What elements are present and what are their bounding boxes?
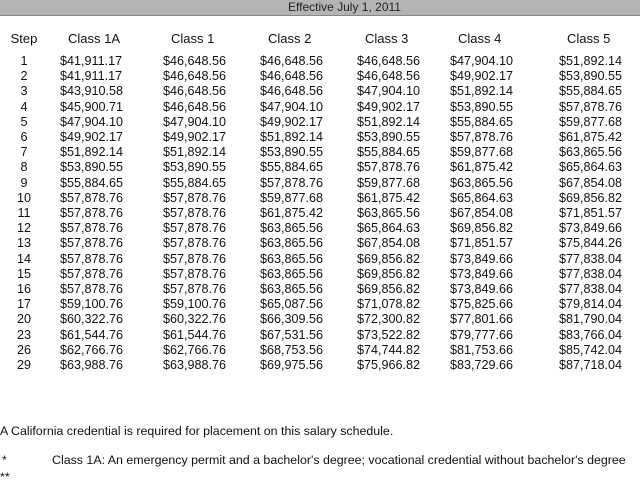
salary-cell: $87,718.04 [559, 358, 623, 373]
salary-cell: $59,100.76 [60, 297, 124, 312]
salary-cell: $46,648.56 [357, 54, 421, 68]
salary-cell: $63,865.56 [357, 206, 421, 221]
salary-cell: $61,875.42 [357, 190, 421, 205]
salary-cell: $73,849.66 [450, 266, 514, 281]
salary-cell: $71,851.57 [559, 206, 623, 221]
salary-schedule-table [0, 22, 640, 373]
salary-cell: $46,648.56 [163, 99, 227, 114]
salary-cell: $65,864.63 [559, 160, 623, 175]
salary-cell: $46,648.56 [357, 69, 421, 84]
salary-cell: $60,322.76 [60, 312, 124, 327]
salary-cell: $49,902.17 [60, 130, 124, 145]
table-row [0, 236, 640, 251]
step-cell: 10 [16, 190, 31, 205]
salary-cell: $81,790.04 [559, 312, 623, 327]
salary-cell: $83,729.66 [450, 358, 514, 373]
table-row [0, 160, 640, 175]
table-row [0, 100, 640, 115]
salary-cell: $51,892.14 [163, 145, 227, 160]
salary-cell: $73,522.82 [357, 327, 421, 342]
salary-cell: $67,854.08 [450, 206, 514, 221]
salary-cell: $59,877.68 [559, 114, 623, 129]
salary-cell: $69,975.56 [260, 358, 324, 373]
salary-cell: $53,890.55 [163, 160, 227, 175]
salary-cell: $59,877.68 [450, 145, 514, 160]
salary-cell: $63,865.56 [450, 175, 514, 190]
salary-cell: $47,904.10 [163, 114, 227, 129]
salary-cell: $57,878.76 [559, 99, 623, 114]
table-row [0, 176, 640, 191]
salary-cell: $46,648.56 [260, 69, 324, 84]
salary-cell: $65,864.63 [450, 190, 514, 205]
step-cell: 11 [17, 206, 31, 221]
table-row [0, 358, 640, 373]
salary-cell: $61,544.76 [163, 327, 227, 342]
column-header: Class 1A [68, 30, 121, 46]
salary-cell: $57,878.76 [60, 190, 124, 205]
table-row [0, 145, 640, 160]
salary-cell: $55,884.65 [450, 114, 514, 129]
salary-cell: $75,966.82 [357, 358, 421, 373]
salary-cell: $43,910.58 [60, 84, 124, 99]
step-cell: 29 [16, 358, 31, 373]
salary-cell: $49,902.17 [163, 130, 227, 145]
salary-cell: $47,904.10 [450, 54, 514, 68]
salary-cell: $41,911.17 [60, 69, 123, 84]
salary-cell: $77,801.66 [450, 312, 514, 327]
salary-cell: $51,892.14 [60, 145, 124, 160]
salary-cell: $75,825.66 [450, 297, 514, 312]
salary-cell: $62,766.76 [163, 342, 227, 357]
salary-cell: $46,648.56 [260, 54, 324, 68]
credential-note: A California credential is required for placement on this salary schedule. [0, 424, 394, 438]
salary-cell: $67,531.56 [260, 327, 324, 342]
step-cell: 9 [20, 175, 28, 190]
salary-cell: $74,744.82 [357, 342, 421, 357]
salary-cell: $69,856.82 [357, 282, 421, 297]
step-cell: 1 [20, 54, 28, 68]
salary-cell: $55,884.65 [163, 175, 227, 190]
step-cell: 7 [20, 145, 28, 160]
salary-cell: $53,890.55 [450, 99, 514, 114]
salary-cell: $46,648.56 [260, 84, 324, 99]
step-cell: 6 [20, 130, 28, 145]
step-cell: 14 [16, 251, 31, 266]
salary-cell: $55,884.65 [60, 175, 124, 190]
step-cell: 8 [20, 160, 28, 175]
step-cell: 26 [16, 342, 31, 357]
salary-cell: $79,777.66 [450, 327, 514, 342]
salary-cell: $53,890.55 [357, 130, 421, 145]
salary-cell: $57,878.76 [60, 236, 124, 251]
salary-cell: $57,878.76 [60, 251, 124, 266]
salary-cell: $63,865.56 [260, 221, 324, 236]
salary-cell: $59,100.76 [163, 297, 227, 312]
salary-cell: $57,878.76 [163, 236, 227, 251]
salary-cell: $51,892.14 [559, 54, 623, 68]
step-cell: 5 [20, 114, 28, 129]
table-row [0, 54, 640, 69]
salary-cell: $57,878.76 [60, 282, 124, 297]
footnote-class-1a: Class 1A: An emergency permit and a bachelor's degree; vocational credential without bachelor's degree [52, 453, 626, 467]
salary-cell: $59,877.68 [357, 175, 421, 190]
salary-cell: $57,878.76 [163, 282, 227, 297]
step-cell: 23 [16, 327, 31, 342]
salary-cell: $65,864.63 [357, 221, 421, 236]
salary-cell: $53,890.55 [260, 145, 324, 160]
salary-cell: $73,849.66 [450, 282, 514, 297]
step-cell: 16 [16, 282, 31, 297]
column-header: Step [10, 30, 38, 46]
salary-cell: $77,838.04 [559, 251, 623, 266]
salary-cell: $53,890.55 [60, 160, 124, 175]
table-row [0, 343, 640, 358]
salary-cell: $77,838.04 [559, 266, 623, 281]
salary-cell: $77,838.04 [559, 282, 623, 297]
salary-cell: $71,851.57 [450, 236, 514, 251]
step-cell: 15 [16, 266, 31, 281]
salary-cell: $46,648.56 [163, 69, 227, 84]
salary-cell: $65,087.56 [260, 297, 324, 312]
table-row [0, 84, 640, 99]
salary-cell: $57,878.76 [60, 221, 124, 236]
salary-cell: $85,742.04 [559, 342, 623, 357]
salary-cell: $51,892.14 [357, 114, 421, 129]
salary-cell: $63,865.56 [260, 266, 324, 281]
salary-cell: $63,865.56 [559, 145, 623, 160]
salary-cell: $60,322.76 [163, 312, 227, 327]
salary-cell: $69,856.82 [357, 251, 421, 266]
step-cell: 2 [20, 69, 28, 84]
effective-date: Effective July 1, 2011 [288, 0, 401, 14]
column-header: Class 3 [365, 30, 409, 46]
salary-cell: $49,902.17 [357, 99, 421, 114]
salary-cell: $51,892.14 [260, 130, 324, 145]
column-header: Class 4 [458, 30, 502, 46]
salary-cell: $51,892.14 [450, 84, 514, 99]
salary-cell: $47,904.10 [60, 114, 124, 129]
salary-cell: $46,648.56 [163, 54, 227, 68]
salary-cell: $69,856.82 [559, 190, 623, 205]
table-row [0, 267, 640, 282]
salary-cell: $62,766.76 [60, 342, 124, 357]
salary-cell: $57,878.76 [163, 206, 227, 221]
salary-cell: $41,911.17 [60, 54, 123, 68]
salary-cell: $69,856.82 [450, 221, 514, 236]
salary-cell: $67,854.08 [559, 175, 623, 190]
salary-cell: $47,904.10 [357, 84, 421, 99]
salary-cell: $63,865.56 [260, 251, 324, 266]
salary-cell: $57,878.76 [450, 130, 514, 145]
table-row [0, 221, 640, 236]
table-row [0, 191, 640, 206]
salary-cell: $63,865.56 [260, 282, 324, 297]
salary-cell: $71,078.82 [357, 297, 421, 312]
footnote-marker: * [2, 453, 7, 467]
table-row [0, 297, 640, 312]
table-row [0, 115, 640, 130]
salary-cell: $46,648.56 [163, 84, 227, 99]
salary-cell: $69,856.82 [357, 266, 421, 281]
salary-cell: $81,753.66 [450, 342, 514, 357]
salary-cell: $63,988.76 [60, 358, 124, 373]
salary-cell: $67,854.08 [357, 236, 421, 251]
salary-cell: $83,766.04 [559, 327, 623, 342]
salary-cell: $63,988.76 [163, 358, 227, 373]
table-row [0, 69, 640, 84]
column-header: Class 2 [268, 30, 312, 46]
salary-cell: $79,814.04 [559, 297, 623, 312]
table-row [0, 282, 640, 297]
salary-cell: $57,878.76 [163, 266, 227, 281]
page-header-bar [0, 0, 640, 16]
step-cell: 13 [16, 236, 31, 251]
salary-cell: $66,309.56 [260, 312, 324, 327]
salary-cell: $61,875.42 [450, 160, 514, 175]
salary-cell: $73,849.66 [450, 251, 514, 266]
column-header: Class 5 [567, 30, 611, 46]
salary-cell: $57,878.76 [260, 175, 324, 190]
table-row [0, 130, 640, 145]
salary-cell: $73,849.66 [559, 221, 623, 236]
salary-cell: $57,878.76 [60, 206, 124, 221]
step-cell: 17 [16, 297, 31, 312]
footnote-marker-2: ** [0, 470, 10, 484]
step-cell: 4 [20, 99, 28, 114]
salary-cell: $45,900.71 [60, 99, 124, 114]
salary-cell: $61,875.42 [559, 130, 623, 145]
salary-cell: $57,878.76 [357, 160, 421, 175]
salary-cell: $75,844.26 [559, 236, 623, 251]
salary-cell: $59,877.68 [260, 190, 324, 205]
salary-cell: $55,884.65 [357, 145, 421, 160]
column-header: Class 1 [171, 30, 215, 46]
salary-cell: $57,878.76 [163, 221, 227, 236]
salary-cell: $55,884.65 [559, 84, 623, 99]
table-row [0, 328, 640, 343]
salary-cell: $61,544.76 [60, 327, 124, 342]
salary-cell: $57,878.76 [163, 190, 227, 205]
salary-cell: $49,902.17 [450, 69, 514, 84]
salary-cell: $72,300.82 [357, 312, 421, 327]
step-cell: 3 [20, 84, 28, 99]
salary-cell: $49,902.17 [260, 114, 324, 129]
step-cell: 12 [16, 221, 31, 236]
salary-cell: $57,878.76 [60, 266, 124, 281]
table-header-row [0, 22, 640, 54]
salary-cell: $53,890.55 [559, 69, 623, 84]
salary-cell: $61,875.42 [260, 206, 324, 221]
salary-cell: $57,878.76 [163, 251, 227, 266]
salary-cell: $55,884.65 [260, 160, 324, 175]
salary-cell: $63,865.56 [260, 236, 324, 251]
table-row [0, 312, 640, 327]
step-cell: 20 [16, 312, 31, 327]
table-row [0, 252, 640, 267]
salary-cell: $47,904.10 [260, 99, 324, 114]
table-row [0, 206, 640, 221]
salary-cell: $68,753.56 [260, 342, 324, 357]
